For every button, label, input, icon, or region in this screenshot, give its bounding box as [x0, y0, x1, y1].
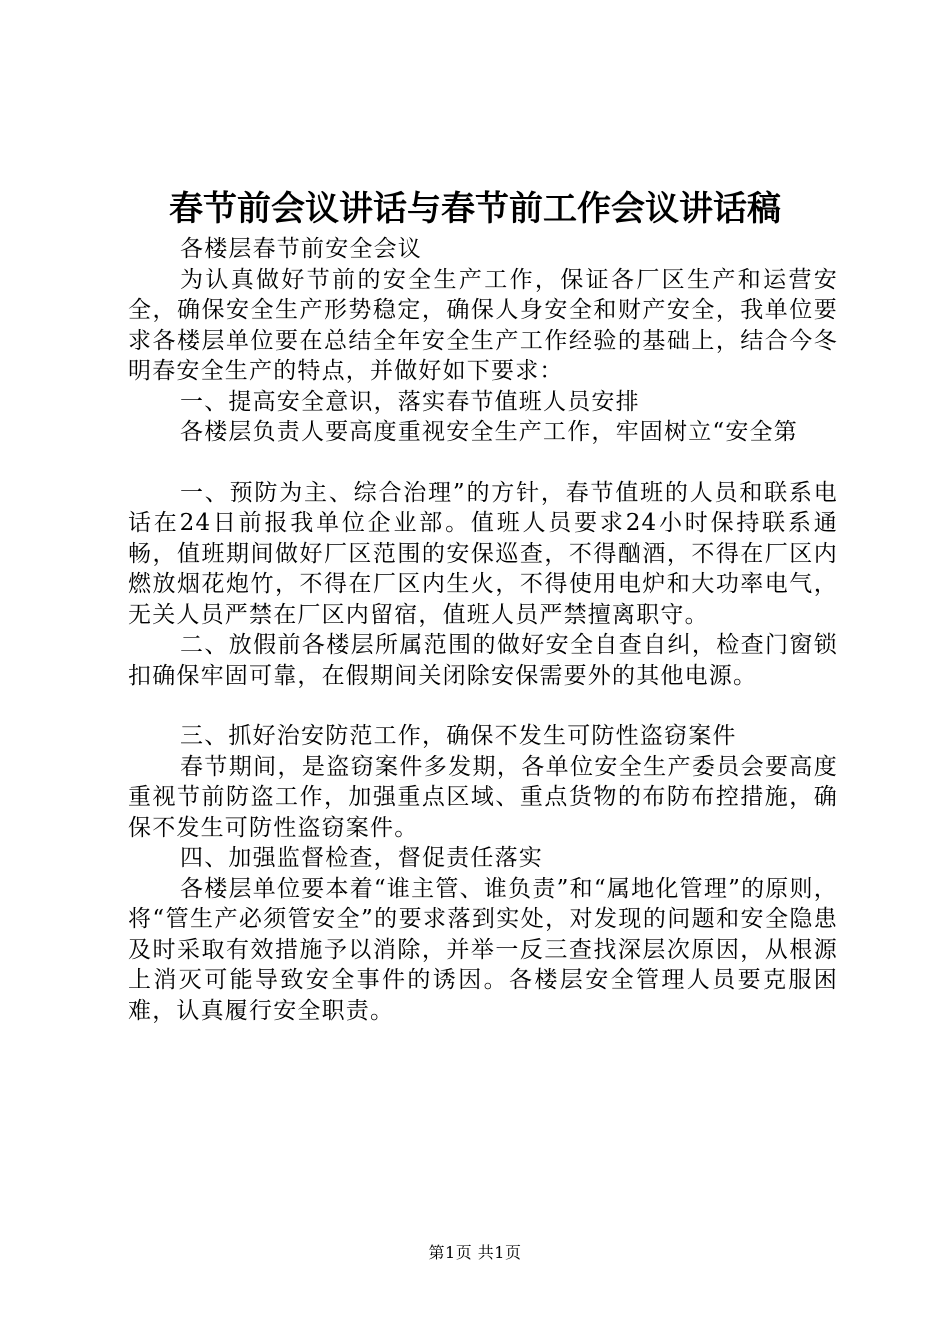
paragraph-intro: 为认真做好节前的安全生产工作，保证各厂区生产和运营安全，确保安全生产形势稳定，确保人身安全和财产安全，我单位要求各楼层单位要在总结全年安全生产工作经验的基础上，结合今冬明春安全生产的特点，并做好如下要求： [128, 266, 838, 384]
section-heading-1: 一、提高安全意识，落实春节值班人员安排 [180, 388, 640, 415]
section-heading-2: 二、放假前各楼层所属范围的做好安全自查自纠，检查门窗锁扣确保牢固可靠，在假期间关闭除安保需要外的其他电源。 [128, 632, 838, 689]
document-title: 春节前会议讲话与春节前工作会议讲话稿 [169, 189, 781, 229]
page-number: 第1页 共1页 [428, 1243, 522, 1262]
section-heading-3: 三、抓好治安防范工作，确保不发生可防性盗窃案件 [180, 723, 737, 749]
paragraph-meeting-name: 各楼层春节前安全会议 [180, 236, 422, 262]
paragraph-section-4: 各楼层单位要本着“谁主管、谁负责”和“属地化管理”的原则，将“管生产必须管安全”的要求落到实处，对发现的问题和安全隐患及时采取有效措施予以消除，并举一反三查找深层次原因，从根源上消灭可能导致安全事件的诱因。各楼层安全管理人员要克服困难，认真履行安全职责。 [128, 875, 838, 1024]
paragraph-section-1a: 各楼层负责人要高度重视安全生产工作，牢固树立“安全第 [180, 419, 798, 445]
paragraph-gap [128, 691, 838, 721]
section-heading-4: 四、加强监督检查，督促责任落实 [180, 845, 543, 871]
paragraph-section-3: 春节期间，是盗窃案件多发期，各单位安全生产委员会要高度重视节前防盗工作，加强重点区域、重点货物的布防布控措施，确保不发生可防性盗窃案件。 [128, 753, 838, 841]
document-body [128, 234, 838, 1026]
paragraph-section-1b: 一、预防为主、综合治理”的方针，春节值班的人员和联系电话在24日前报我单位企业部。值班人员要求24小时保持联系通畅，值班期间做好厂区范围的安保巡查，不得酗酒，不得在厂区内燃放烟花炮竹，不得在厂区内生火，不得使用电炉和大功率电气，无关人员严禁在厂区内留宿，值班人员严禁擅离职守。 [128, 479, 838, 628]
